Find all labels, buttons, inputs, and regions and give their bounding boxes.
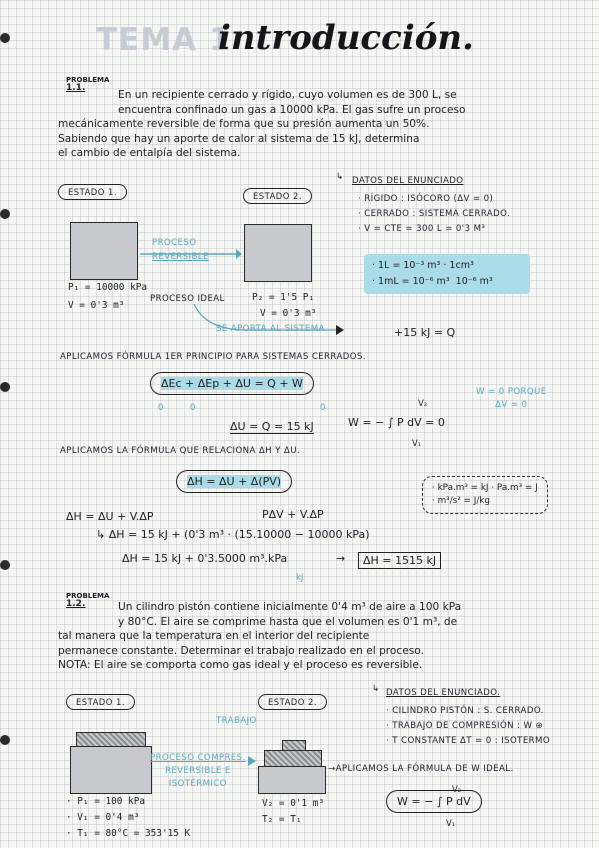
- p1-value: · P₁ = 100 kPa: [66, 796, 146, 807]
- zero-mark: 0: [158, 402, 164, 412]
- cylinder-state-2: [258, 766, 326, 794]
- statement-line: tal manera que la temperatura en el interior del recipiente: [58, 630, 370, 642]
- proceso-ideal-label: PROCESO IDEAL: [150, 294, 225, 304]
- aplicamos-3: →APLICAMOS LA FÓRMULA DE W IDEAL.: [328, 764, 514, 774]
- delta-u-result: ΔU = Q = 15 kJ: [230, 420, 314, 433]
- kj-note: kJ: [296, 572, 304, 582]
- calc-step-1: ↳ ΔH = 15 kJ + (0'3 m³ · (15.10000 − 10000 kPa): [96, 528, 370, 541]
- p2-pressure: P₂ = 1'5 P₁: [252, 292, 315, 303]
- t1-value: · T₁ = 80°C = 353'15 K: [66, 828, 191, 839]
- datos-arrow-icon: ↳: [336, 172, 344, 182]
- curved-arrow-icon: [186, 300, 346, 344]
- container-state-1: [70, 222, 138, 280]
- trabajo-label: TRABAJO: [216, 716, 257, 726]
- datos-list: · RÍGIDO : ISÓCORO (ΔV = 0) · CERRADO : SISTEMA CERRADO. · V = CTE = 300 L = 0'3 M³: [358, 194, 511, 234]
- binder-hole: [0, 735, 10, 745]
- work-zero-note: W = 0 PORQUE ΔV = 0: [476, 387, 547, 410]
- statement-line: NOTA: El aire se comporta como gas ideal y el proceso es reversible.: [58, 659, 423, 671]
- statement-line: y 80°C. El aire se comprime hasta que el volumen es 0'1 m³, de: [118, 615, 458, 628]
- arrow-icon: [150, 754, 256, 768]
- binder-hole: [0, 560, 10, 570]
- statement-line: encuentra confinado un gas a 10000 kPa. El gas sufre un proceso: [118, 103, 466, 116]
- binder-hole: [0, 209, 10, 219]
- zero-mark: 0: [190, 402, 196, 412]
- statement-line: el cambio de entalpía del sistema.: [58, 147, 241, 159]
- enthalpy-result: ΔH = 1515 kJ: [358, 552, 441, 569]
- statement-line: permanece constante. Determinar el trabajo realizado en el proceso.: [58, 644, 424, 657]
- datos-title: DATOS DEL ENUNCIADO: [352, 176, 464, 186]
- title-introduccion: introducción.: [218, 18, 474, 58]
- statement-line: Un cilindro pistón contiene inicialmente 0'4 m³ de aire a 100 kPa: [118, 601, 462, 613]
- statement-line: En un recipiente cerrado y rígido, cuyo volumen es de 300 L, se: [118, 89, 457, 101]
- p1-volume: V = 0'3 m³: [68, 300, 125, 311]
- datos-title: DATOS DEL ENUNCIADO.: [386, 688, 501, 698]
- container-state-2: [244, 224, 312, 282]
- first-principle-formula: ΔEc + ΔEp + ΔU = Q + W: [150, 372, 314, 395]
- work-formula: W = − ∫ P dV: [386, 790, 482, 813]
- statement-line: mecánicamente reversible de forma que su presión aumenta un 50%.: [58, 118, 430, 130]
- problem-1-statement: [58, 88, 596, 161]
- enthalpy-expanded: ΔH = ΔU + V.ΔP: [66, 510, 154, 523]
- aplicamos-1: APLICAMOS FÓRMULA 1ER PRINCIPIO PARA SISTEMAS CERRADOS.: [60, 352, 366, 362]
- estado-1-pill: ESTADO 1.: [66, 694, 135, 710]
- integral-upper: V₂: [452, 784, 462, 794]
- aporte-label: SE APORTA AL SISTEMA: [216, 324, 325, 334]
- proceso-reversible-label: PROCESO REVERSIBLE: [152, 238, 209, 262]
- enthalpy-formula: ΔH = ΔU + Δ(PV): [176, 470, 292, 493]
- pdv-expansion: PΔV + V.ΔP: [262, 508, 324, 521]
- proceso-compresion-label: PROCESO COMPRES. REVERSIBLE E ISOTÉRMICO: [150, 753, 246, 789]
- t2-value: T₂ = T₁: [262, 814, 302, 825]
- v2-value: V₂ = 0'1 m³: [262, 798, 325, 809]
- zero-mark: 0: [320, 402, 326, 412]
- units-box: · kPa.m³ = kJ · Pa.m³ = J · m³/s² = J/kg: [422, 476, 548, 514]
- binder-hole: [0, 382, 10, 392]
- integral-upper: V₂: [418, 398, 428, 408]
- heat-input-value: +15 kJ = Q: [394, 326, 456, 339]
- aplicamos-2: APLICAMOS LA FÓRMULA QUE RELACIONA ΔH Y ΔU.: [60, 446, 301, 456]
- p1-initial-pressure: P₁ = 10000 kPa: [68, 282, 148, 293]
- statement-line: Sabiendo que hay un aporte de calor al sistema de 15 kJ, determina: [58, 132, 420, 145]
- arrow-icon: [138, 244, 242, 264]
- problem-tag: PROBLEMA 1.1.: [66, 76, 110, 93]
- conversion-box: · 1L = 10⁻³ m³ · 1cm³ · 1mL = 10⁻⁶ m³ 10⁻⁶ m³: [364, 254, 530, 294]
- datos-list: · CILINDRO PISTÓN : S. CERRADO. · TRABAJO DE COMPRESIÓN : W ⊕ · T CONSTANTE ΔT = 0 : ISOTERMO: [386, 706, 550, 746]
- p2-volume: V = 0'3 m³: [260, 308, 317, 319]
- estado-1-pill: ESTADO 1.: [58, 184, 127, 200]
- result-arrow-icon: →: [336, 552, 346, 565]
- calc-step-2: ΔH = 15 kJ + 0'3.5000 m³.kPa: [122, 552, 288, 565]
- v1-value: · V₁ = 0'4 m³: [66, 812, 140, 823]
- problem-tag: PROBLEMA 1.2.: [66, 592, 110, 609]
- cylinder-state-1: [70, 746, 152, 794]
- datos-arrow-icon: ↳: [372, 684, 380, 694]
- title-tema: TEMA 1: [96, 22, 232, 58]
- binder-hole: [0, 33, 10, 43]
- integral-lower: V₁: [446, 818, 456, 828]
- integral-lower: V₁: [412, 438, 422, 448]
- estado-2-pill: ESTADO 2.: [258, 694, 327, 710]
- problem-2-statement: [58, 600, 596, 673]
- estado-2-pill: ESTADO 2.: [243, 188, 312, 204]
- work-integral: W = − ∫ P dV = 0: [348, 416, 445, 429]
